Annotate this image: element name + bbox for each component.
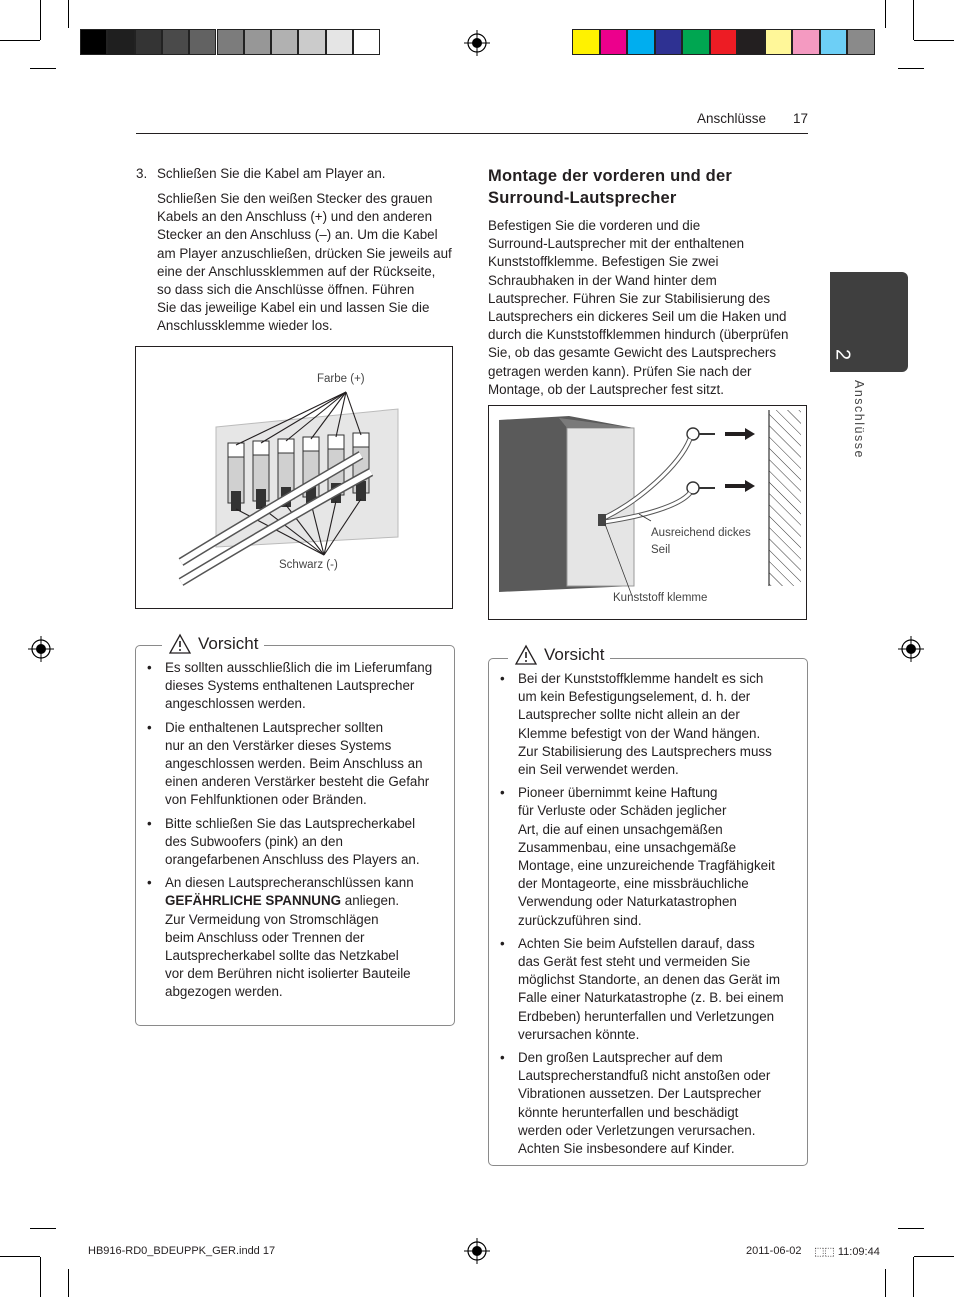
caution-item	[135, 815, 450, 870]
caution-line: nur an den Verstärker dieses Systems	[165, 737, 392, 753]
color-swatch	[792, 29, 820, 55]
registration-mark-icon	[464, 30, 490, 56]
warning-emphasis: GEFÄHRLICHE SPANNUNG	[165, 893, 342, 909]
caution-line: das Gerät fest steht und vermeiden Sie	[518, 954, 751, 970]
footer-date: 2011-06-02	[746, 1245, 802, 1257]
caution-item	[488, 935, 803, 1044]
step-title: Schließen Sie die Kabel am Player an.	[157, 166, 386, 181]
registration-mark-icon	[28, 636, 54, 662]
color-swatch	[572, 29, 600, 55]
caution-line: Verwendung oder Naturkatastrophen	[518, 894, 737, 910]
footer-filename: HB916-RD0_BDEUPPK_GER.indd 17	[88, 1245, 276, 1257]
color-swatch	[655, 29, 683, 55]
caution-line: ein Seil verwendet werden.	[518, 762, 679, 778]
caution-line: • Den großen Lautsprecher auf dem	[518, 1050, 723, 1066]
label-rope-line1: Ausreichend dickes	[651, 527, 751, 539]
body-line: Kunststoffklemme. Befestigen Sie zwei	[488, 254, 719, 270]
caution-item	[135, 719, 450, 810]
caution-line: Erdbeben) herunterfallen und Verletzungen	[518, 1008, 775, 1024]
running-header-section: Anschlüsse	[697, 111, 767, 126]
color-swatch	[737, 29, 765, 55]
label-plus: Farbe (+)	[317, 373, 365, 385]
caution-list-right	[488, 670, 803, 1163]
caution-line: verursachen könnte.	[518, 1026, 640, 1042]
section-heading	[488, 165, 808, 209]
caution-line: Lautsprecherkabel sollte das Netzkabel	[165, 948, 399, 964]
caution-title-text: Vorsicht	[198, 634, 259, 653]
caution-line: GEFÄHRLICHE SPANNUNG anliegen.	[165, 893, 400, 909]
chapter-tab-number: 2	[831, 348, 854, 361]
caution-line: angeschlossen werden.	[165, 696, 306, 712]
caution-line: Zusammenbau, eine unsachgemäße	[518, 839, 737, 855]
caution-line: um kein Befestigungselement, d. h. der	[518, 689, 751, 705]
step-line: Stecker an den Anschluss (–) an. Um die Kabel	[157, 227, 438, 243]
color-swatch	[135, 29, 162, 55]
heading-line: Surround-Lautsprecher	[488, 189, 677, 207]
color-swatch	[80, 29, 107, 55]
color-swatch	[627, 29, 655, 55]
color-swatch	[244, 29, 271, 55]
step-line: so dass sich die Anschlüsse öffnen. Führen	[157, 282, 415, 298]
color-swatch	[353, 29, 380, 55]
color-swatch	[107, 29, 134, 55]
caution-line: • Die enthaltenen Lautsprecher sollten	[165, 719, 384, 735]
step-line: am Player anzuschließen, drücken Sie jeweils auf	[157, 245, 452, 261]
color-swatch	[298, 29, 325, 55]
heading-line: Montage der vorderen und der	[488, 167, 732, 185]
caution-line: Montage, eine unzureichende Tragfähigkeit	[518, 858, 775, 874]
caution-line: Art, die auf einen unsachgemäßen	[518, 821, 723, 837]
caution-line: Zur Vermeidung von Stromschlägen	[165, 911, 379, 927]
caution-line: möglichst Standorte, an denen das Gerät im	[518, 972, 781, 988]
terminal-figure	[135, 346, 453, 609]
caution-line: orangefarbenen Anschluss des Players an.	[165, 852, 420, 868]
caution-line: für Verluste oder Schäden jeglicher	[518, 803, 727, 819]
caution-line: einen anderen Verstärker besteht die Gefahr	[165, 774, 430, 790]
caution-line: Falle einer Naturkatastrophe (z. B. bei einem	[518, 990, 784, 1006]
caution-line: Lautsprecherstandfuß nicht anstoßen oder	[518, 1068, 771, 1084]
caution-line: von Fehlfunktionen oder Bränden.	[165, 792, 367, 808]
body-line: durch die Kunststoffklemmen hindurch (überprüfen	[488, 327, 789, 343]
color-swatch	[847, 29, 875, 55]
caution-list-left	[135, 659, 450, 1007]
caution-line: • Bei der Kunststoffklemme handelt es sich	[518, 671, 764, 686]
caution-line: angeschlossen werden. Beim Anschluss an	[165, 756, 423, 772]
page-number: 17	[793, 111, 809, 126]
caution-line: vor dem Berühren nicht isolierter Bauteile	[165, 966, 411, 982]
color-swatch	[682, 29, 710, 55]
color-swatch	[189, 29, 216, 55]
caution-line: beim Anschluss oder Trennen der	[165, 929, 365, 945]
caution-line: der Montageorte, eine missbräuchliche	[518, 876, 749, 892]
footer-time: ⬚⬚ 11:09:44	[814, 1246, 880, 1258]
warning-triangle-icon	[168, 633, 192, 655]
registration-mark-icon	[464, 1238, 490, 1264]
step-line: Kabels an den Anschluss (+) und den anderen	[157, 209, 433, 225]
step-number: 3.	[136, 166, 148, 181]
caution-line: dieses Systems enthaltenen Lautsprecher	[165, 678, 415, 694]
color-swatch	[326, 29, 353, 55]
body-line: Lautsprecher. Führen Sie zur Stabilisierung des	[488, 290, 771, 306]
wall-mount-figure	[488, 405, 807, 620]
body-line: Surround-Lautsprecher mit der enthaltenen	[488, 236, 745, 252]
caution-line: Lautsprecher sollte nicht allein an der	[518, 707, 740, 723]
header-rule	[136, 133, 808, 134]
caution-item	[135, 874, 450, 1001]
caution-title-left	[162, 633, 264, 655]
color-swatch	[217, 29, 244, 55]
caution-line: • Es sollten ausschließlich die im Lieferumfang	[165, 660, 433, 675]
step-line: Anschlussklemme wieder los.	[157, 318, 333, 334]
caution-line: abgezogen werden.	[165, 984, 283, 1000]
step-line: Schließen Sie den weißen Stecker des grauen	[157, 191, 433, 206]
caution-line: • Achten Sie beim Aufstellen darauf, dass	[518, 935, 755, 951]
caution-line: Vibrationen aussetzen. Der Lautsprecher	[518, 1086, 762, 1102]
body-line: Sie, ob das gesamte Gewicht des Lautsprechers	[488, 345, 777, 361]
caution-item	[488, 1049, 803, 1158]
body-line: Befestigen Sie die vorderen und die	[488, 218, 701, 233]
color-swatch	[820, 29, 848, 55]
caution-line: • Pioneer übernimmt keine Haftung	[518, 785, 718, 801]
caution-line: zurückzuführen sind.	[518, 912, 642, 928]
caution-line: • Bitte schließen Sie das Lautsprecherkabel	[165, 815, 416, 831]
caution-item	[488, 784, 803, 930]
caution-line: werden oder Verletzungen verursachen.	[518, 1122, 756, 1138]
step-description	[157, 190, 457, 336]
label-clamp: Kunststoff klemme	[613, 592, 708, 604]
color-swatch	[600, 29, 628, 55]
caution-line: Zur Stabilisierung des Lautsprechers muss	[518, 743, 772, 759]
body-line: Schraubhaken in der Wand hinter dem	[488, 272, 717, 288]
warning-triangle-icon	[514, 644, 538, 666]
label-minus: Schwarz (-)	[279, 559, 338, 571]
label-rope-line2: Seil	[651, 544, 671, 556]
color-swatch	[765, 29, 793, 55]
step-line: eine der Anschlussklemmen auf der Rückseite,	[157, 263, 436, 279]
caution-line: könnte herunterfallen und beschädigt	[518, 1104, 739, 1120]
caution-line: Klemme befestigt von der Wand hängen.	[518, 725, 761, 741]
caution-line: des Subwoofers (pink) an den	[165, 833, 343, 849]
section-body	[488, 217, 812, 399]
color-swatch	[271, 29, 298, 55]
color-swatch	[162, 29, 189, 55]
caution-item	[488, 670, 803, 779]
body-line: getragen werden kann). Prüfen Sie nach der	[488, 363, 752, 379]
chapter-tab-label: Anschlüsse	[852, 380, 866, 459]
caution-item	[135, 659, 450, 714]
caution-line: • An diesen Lautsprecheranschlüssen kann	[165, 875, 414, 891]
color-swatch	[710, 29, 738, 55]
caution-title-right	[508, 644, 610, 666]
caution-title-text: Vorsicht	[544, 645, 605, 664]
body-line: Lautsprechers ein dickeres Seil um die Haken und	[488, 309, 787, 325]
wall-mount-illustration	[489, 406, 805, 618]
step-line: Sie das jeweilige Kabel ein und lassen Sie die	[157, 300, 430, 316]
body-line: Montage, ob der Lautsprecher fest sitzt.	[488, 381, 724, 397]
caution-line: Achten Sie insbesondere auf Kinder.	[518, 1141, 735, 1157]
registration-mark-icon	[898, 636, 924, 662]
